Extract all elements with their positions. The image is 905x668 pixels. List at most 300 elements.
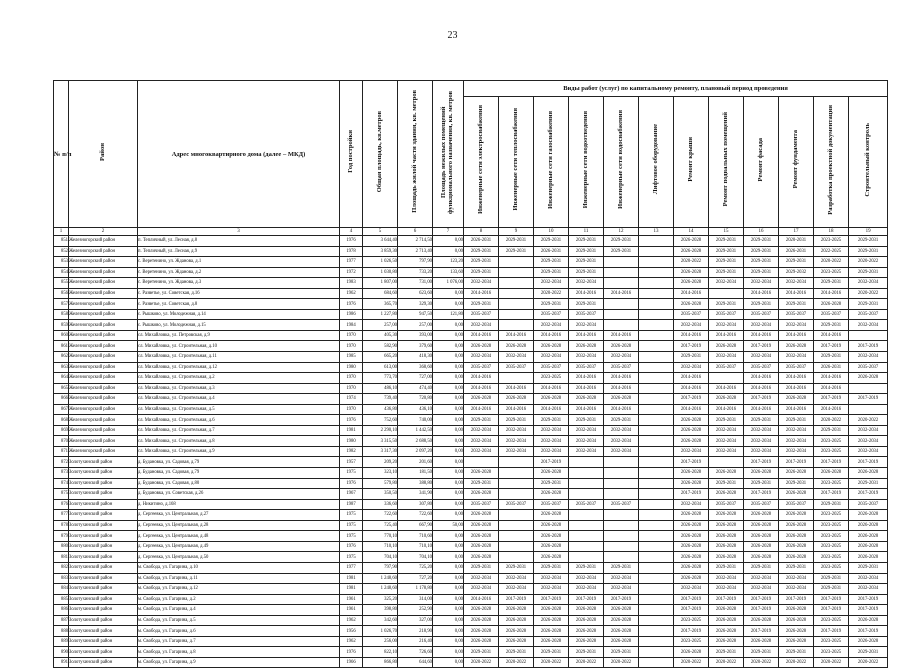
- table-cell: 2029-2031: [569, 257, 604, 268]
- table-cell: 2032-2034: [569, 352, 604, 363]
- table-cell: 2032-2034: [709, 446, 744, 457]
- table-cell: 2029-2031: [709, 299, 744, 310]
- table-cell: 2017-2019: [744, 394, 779, 405]
- table-cell: Золотухинский район: [69, 478, 138, 489]
- table-cell: м. Свобода, ул. Гагарина, д.5: [138, 615, 340, 626]
- table-cell: м. Свобода, ул. Гагарина, д.7: [138, 636, 340, 647]
- table-cell: Железногорский район: [69, 330, 138, 341]
- table-cell: 947,50: [398, 309, 433, 320]
- table-cell: 2014-2016: [744, 288, 779, 299]
- table-cell: 579,80: [363, 478, 398, 489]
- header-work-label: Инженерные сети водоотведения: [581, 110, 589, 209]
- table-cell: д. Будановка, ул. Садовая, д.80: [138, 478, 340, 489]
- table-cell: [639, 605, 674, 616]
- table-cell: 2035-2037: [569, 362, 604, 373]
- table-cell: 2026-2028: [499, 394, 534, 405]
- table-cell: с. Веретенино, ул. Жданова, д.3: [138, 278, 340, 289]
- table-cell: 2017-2019: [849, 626, 888, 637]
- table-cell: 368,60: [398, 362, 433, 373]
- table-cell: 2017-2019: [814, 457, 849, 468]
- table-cell: 0,00: [433, 425, 464, 436]
- table-cell: 2017-2019: [849, 457, 888, 468]
- table-cell: 121,80: [433, 309, 464, 320]
- table-cell: 2029-2031: [709, 236, 744, 247]
- table-cell: 2026-2028: [779, 510, 814, 521]
- table-cell: 2026-2028: [849, 520, 888, 531]
- column-number: 1: [54, 228, 69, 236]
- header-living-area-label: Площадь жилой части здания, кв. метров: [410, 90, 418, 213]
- table-cell: м. Свобода, ул. Гагарина, д.4: [138, 605, 340, 616]
- table-cell: 710,10: [398, 541, 433, 552]
- table-cell: 379,60: [398, 341, 433, 352]
- table-cell: 2017-2019: [814, 341, 849, 352]
- table-cell: [639, 562, 674, 573]
- table-cell: 2032-2034: [464, 278, 499, 289]
- table-cell: [604, 468, 639, 479]
- table-cell: 2029-2031: [744, 647, 779, 658]
- table-cell: 1967: [340, 489, 363, 500]
- table-cell: 2026-2028: [569, 626, 604, 637]
- table-cell: 0,00: [433, 478, 464, 489]
- capital-repair-table: [53, 80, 888, 668]
- table-cell: 2032-2034: [674, 320, 709, 331]
- table-cell: 2026-2028: [744, 520, 779, 531]
- table-cell: 2029-2031: [464, 478, 499, 489]
- table-cell: 858: [54, 309, 69, 320]
- table-cell: 2035-2037: [674, 309, 709, 320]
- table-cell: 2032-2034: [709, 425, 744, 436]
- table-cell: 0,00: [433, 383, 464, 394]
- table-cell: 2026-2028: [674, 520, 709, 531]
- table-cell: [849, 330, 888, 341]
- table-cell: 0,00: [433, 626, 464, 637]
- table-cell: 2032-2034: [744, 320, 779, 331]
- table-cell: 2026-2028: [604, 636, 639, 647]
- table-cell: Золотухинский район: [69, 552, 138, 563]
- table-cell: 2020-2022: [849, 257, 888, 268]
- table-cell: 2029-2031: [534, 257, 569, 268]
- table-row: [54, 489, 888, 500]
- table-cell: 2017-2019: [674, 394, 709, 405]
- table-cell: [709, 373, 744, 384]
- table-cell: 2026-2028: [709, 552, 744, 563]
- table-cell: 0,00: [433, 573, 464, 584]
- table-cell: 2032-2034: [464, 446, 499, 457]
- header-no: [54, 81, 72, 228]
- table-cell: 1977: [340, 562, 363, 573]
- table-cell: [499, 510, 534, 521]
- table-cell: 1981: [340, 425, 363, 436]
- table-cell: [639, 499, 674, 510]
- table-cell: [499, 299, 534, 310]
- table-cell: 2026-2028: [499, 636, 534, 647]
- table-cell: 0,00: [433, 404, 464, 415]
- table-cell: 256,00: [363, 636, 398, 647]
- table-cell: 314,00: [398, 594, 433, 605]
- table-cell: 2032-2034: [709, 436, 744, 447]
- table-cell: 2026-2028: [499, 605, 534, 616]
- table-cell: 0,00: [433, 457, 464, 468]
- table-cell: д. Сергеевка, ул. Центральная, д.27: [138, 510, 340, 521]
- table-cell: [499, 531, 534, 542]
- table-cell: 2014-2016: [814, 383, 849, 394]
- table-cell: Золотухинский район: [69, 562, 138, 573]
- table-cell: [639, 320, 674, 331]
- table-cell: 2026-2031: [534, 246, 569, 257]
- table-cell: 2017-2019: [814, 605, 849, 616]
- table-cell: 2014-2016: [604, 404, 639, 415]
- table-cell: 878: [54, 520, 69, 531]
- table-cell: 2020-2022: [709, 657, 744, 668]
- table-cell: 1962: [340, 615, 363, 626]
- header-work-6: [639, 97, 674, 228]
- table-cell: 2032-2034: [849, 584, 888, 595]
- table-cell: 365,70: [363, 299, 398, 310]
- table-cell: 2026-2028: [849, 552, 888, 563]
- table-cell: 2026-2028: [674, 299, 709, 310]
- table-cell: 2032-2034: [604, 436, 639, 447]
- table-cell: [639, 373, 674, 384]
- table-cell: 2035-2037: [569, 499, 604, 510]
- table-cell: м. Свобода, ул. Гагарина, д.8: [138, 647, 340, 658]
- table-cell: 2017-2019: [744, 626, 779, 637]
- table-cell: 2026-2031: [464, 236, 499, 247]
- table-cell: [639, 468, 674, 479]
- table-cell: 2032-2034: [849, 278, 888, 289]
- table-cell: 2029-2031: [499, 236, 534, 247]
- table-cell: 2029-2031: [849, 236, 888, 247]
- table-cell: 1975: [340, 531, 363, 542]
- table-cell: [639, 510, 674, 521]
- table-cell: 2026-2028: [674, 415, 709, 426]
- table-row: [54, 299, 888, 310]
- table-cell: 2032-2034: [674, 446, 709, 457]
- table-cell: Железногорский район: [69, 267, 138, 278]
- table-row: [54, 552, 888, 563]
- table-cell: сл. Михайловка, ул. Строительная, д.12: [138, 362, 340, 373]
- table-cell: 342,60: [363, 615, 398, 626]
- table-cell: 871: [54, 446, 69, 457]
- table-cell: 582,90: [363, 341, 398, 352]
- table-cell: 2 290,10: [363, 425, 398, 436]
- table-cell: 2026-2028: [464, 626, 499, 637]
- table-cell: Золотухинский район: [69, 489, 138, 500]
- table-cell: 2032-2034: [534, 278, 569, 289]
- table-cell: 2032-2034: [499, 425, 534, 436]
- table-cell: 2029-2031: [534, 562, 569, 573]
- table-cell: 870: [54, 436, 69, 447]
- table-cell: 2032-2034: [499, 446, 534, 457]
- table-cell: 2032-2034: [534, 584, 569, 595]
- table-cell: 2029-2031: [744, 415, 779, 426]
- table-cell: 727,00: [398, 373, 433, 384]
- table-cell: 2026-2028: [849, 541, 888, 552]
- table-cell: 0,00: [433, 320, 464, 331]
- table-cell: Золотухинский район: [69, 573, 138, 584]
- table-cell: 2 688,50: [398, 436, 433, 447]
- table-row: [54, 584, 888, 595]
- table-cell: сл. Михайловка, ул. Строительная, д.5: [138, 404, 340, 415]
- table-cell: 2029-2031: [499, 647, 534, 658]
- table-cell: 2032-2034: [569, 573, 604, 584]
- table-cell: 2029-2031: [604, 562, 639, 573]
- table-cell: 797,90: [363, 562, 398, 573]
- table-cell: 722,60: [398, 510, 433, 521]
- table-cell: 2014-2016: [674, 330, 709, 341]
- table-cell: 2017-2019: [744, 457, 779, 468]
- table-cell: сл. Михайловка, ул. Петровская, д.9: [138, 330, 340, 341]
- table-cell: 2017-2019: [849, 594, 888, 605]
- table-cell: 1975: [340, 468, 363, 479]
- table-cell: 1956: [340, 626, 363, 637]
- table-cell: м. Свобода, ул. Гагарина, д.2: [138, 594, 340, 605]
- table-row: [54, 510, 888, 521]
- table-cell: 704,10: [363, 552, 398, 563]
- table-cell: 720,80: [398, 394, 433, 405]
- table-cell: [639, 246, 674, 257]
- table-cell: 2026-2028: [464, 394, 499, 405]
- table-cell: 2029-2031: [464, 267, 499, 278]
- table-cell: 2032-2034: [849, 573, 888, 584]
- table-cell: 2029-2031: [709, 647, 744, 658]
- table-cell: 2026-2028: [709, 636, 744, 647]
- table-cell: 2014-2016: [604, 330, 639, 341]
- table-cell: [499, 309, 534, 320]
- table-cell: 1966: [340, 657, 363, 668]
- column-number: 8: [464, 228, 499, 236]
- table-cell: [604, 257, 639, 268]
- table-cell: 2014-2016: [604, 373, 639, 384]
- table-cell: 2017-2019: [849, 489, 888, 500]
- table-cell: 2035-2037: [744, 499, 779, 510]
- table-cell: 2029-2031: [779, 299, 814, 310]
- table-cell: [639, 520, 674, 531]
- table-cell: 2026-2028: [709, 510, 744, 521]
- table-cell: 2026-2028: [534, 520, 569, 531]
- table-row: [54, 446, 888, 457]
- table-cell: 2020-2022: [604, 657, 639, 668]
- table-cell: 869: [54, 425, 69, 436]
- table-cell: 710,60: [398, 531, 433, 542]
- table-cell: 2029-2031: [534, 415, 569, 426]
- table-cell: 2026-2028: [744, 468, 779, 479]
- table-cell: 733,20: [398, 267, 433, 278]
- table-cell: Железногорский район: [69, 425, 138, 436]
- table-cell: 2032-2034: [779, 436, 814, 447]
- table-cell: 2026-2028: [569, 605, 604, 616]
- table-cell: [499, 278, 534, 289]
- header-work-label: Инженерные сети газоснабжения: [546, 110, 554, 209]
- table-cell: 2026-2028: [464, 531, 499, 542]
- table-cell: 2035-2037: [779, 362, 814, 373]
- table-cell: 2032-2034: [569, 584, 604, 595]
- table-cell: 2023-2025: [534, 373, 569, 384]
- table-cell: 2029-2031: [779, 562, 814, 573]
- table-cell: Золотухинский район: [69, 626, 138, 637]
- table-cell: м. Свобода, ул. Гагарина, д.6: [138, 626, 340, 637]
- table-cell: Золотухинский район: [69, 594, 138, 605]
- table-cell: [464, 457, 499, 468]
- table-cell: 2023-2025: [814, 552, 849, 563]
- table-cell: 2026-2031: [779, 246, 814, 257]
- table-cell: 2029-2031: [569, 267, 604, 278]
- table-cell: 436,10: [398, 404, 433, 415]
- table-cell: д. Никитино, д.168: [138, 499, 340, 510]
- header-work-4: [569, 97, 604, 228]
- table-cell: 2026-2028: [534, 615, 569, 626]
- table-cell: 2022-2025: [814, 246, 849, 257]
- table-cell: [639, 446, 674, 457]
- table-cell: 2017-2019: [744, 594, 779, 605]
- table-cell: 2032-2034: [464, 573, 499, 584]
- table-cell: 2017-2019: [744, 341, 779, 352]
- table-cell: 2026-2028: [779, 615, 814, 626]
- table-cell: [499, 541, 534, 552]
- table-row: [54, 531, 888, 542]
- table-cell: 1985: [340, 352, 363, 363]
- header-work-7: [674, 97, 709, 228]
- table-cell: 2026-2028: [744, 541, 779, 552]
- header-year-label: Год постройки: [346, 130, 354, 173]
- table-cell: 0,00: [433, 605, 464, 616]
- table-cell: 2014-2016: [569, 373, 604, 384]
- table-cell: 2029-2031: [814, 278, 849, 289]
- table-cell: [639, 657, 674, 668]
- table-cell: 2035-2037: [604, 362, 639, 373]
- table-cell: 209,20: [363, 457, 398, 468]
- table-cell: [639, 404, 674, 415]
- table-cell: 2017-2019: [814, 489, 849, 500]
- table-cell: 2020-2022: [814, 415, 849, 426]
- table-cell: 859: [54, 320, 69, 331]
- table-cell: 0,00: [433, 394, 464, 405]
- table-cell: 2026-2028: [464, 605, 499, 616]
- table-cell: 1976: [340, 647, 363, 658]
- table-cell: Железногорский район: [69, 320, 138, 331]
- table-cell: Золотухинский район: [69, 457, 138, 468]
- table-cell: 2026-2028: [849, 510, 888, 521]
- table-cell: 2035-2037: [534, 309, 569, 320]
- table-cell: 2026-2028: [744, 636, 779, 647]
- table-cell: 2014-2016: [744, 383, 779, 394]
- table-cell: 2026-2028: [534, 510, 569, 521]
- table-cell: сл. Михайловка, ул. Строительная, д.4: [138, 394, 340, 405]
- table-cell: 2017-2019: [534, 594, 569, 605]
- table-cell: 2020-2022: [674, 657, 709, 668]
- table-cell: 884: [54, 584, 69, 595]
- table-cell: 2032-2034: [674, 499, 709, 510]
- table-cell: 2026-2028: [534, 541, 569, 552]
- table-cell: Железногорский район: [69, 236, 138, 247]
- table-cell: 2035-2037: [499, 499, 534, 510]
- table-cell: 252,90: [398, 605, 433, 616]
- table-cell: 822,10: [363, 647, 398, 658]
- table-cell: п. Тепличный, ул. Лесная, д.9: [138, 246, 340, 257]
- table-cell: 2029-2031: [849, 246, 888, 257]
- table-cell: 2026-2028: [744, 552, 779, 563]
- table-cell: 2014-2016: [604, 288, 639, 299]
- table-cell: сл. Михайловка, ул. Строительная, д.9: [138, 446, 340, 457]
- table-row: [54, 541, 888, 552]
- table-cell: [569, 478, 604, 489]
- table-cell: 2026-2028: [709, 615, 744, 626]
- table-cell: [569, 520, 604, 531]
- table-cell: [639, 626, 674, 637]
- table-cell: 853: [54, 257, 69, 268]
- table-cell: 2029-2031: [709, 257, 744, 268]
- table-cell: д. Сергеевка, ул. Центральная, д.48: [138, 531, 340, 542]
- table-cell: 1 026,50: [363, 257, 398, 268]
- table-cell: 2014-2016: [464, 373, 499, 384]
- table-cell: 2032-2034: [779, 352, 814, 363]
- table-row: [54, 330, 888, 341]
- table-cell: 2032-2034: [709, 584, 744, 595]
- table-cell: 722,60: [363, 510, 398, 521]
- table-cell: 2032-2034: [779, 446, 814, 457]
- table-cell: [499, 489, 534, 500]
- table-cell: 2026-2028: [779, 468, 814, 479]
- table-cell: 2026-2028: [569, 615, 604, 626]
- table-cell: 731,00: [398, 278, 433, 289]
- table-cell: 2014-2016: [604, 383, 639, 394]
- table-cell: [604, 267, 639, 278]
- table-cell: 1975: [340, 552, 363, 563]
- table-cell: 0,00: [433, 352, 464, 363]
- table-cell: м. Свобода, ул. Гагарина, д.11: [138, 573, 340, 584]
- table-cell: 2017-2019: [674, 341, 709, 352]
- table-cell: 2017-2019: [744, 489, 779, 500]
- table-cell: 2029-2031: [499, 562, 534, 573]
- table-cell: 1976: [340, 415, 363, 426]
- header-work-9: [744, 97, 779, 228]
- table-row: [54, 436, 888, 447]
- header-work-12: [849, 97, 888, 228]
- header-works-group-label: Виды работ (услуг) по капитальному ремонту, плановый период проведения: [563, 85, 788, 92]
- table-cell: 2026-2028: [534, 636, 569, 647]
- table-cell: 704,10: [398, 552, 433, 563]
- table-cell: 181,50: [398, 468, 433, 479]
- table-cell: 2026-2028: [709, 626, 744, 637]
- table-cell: [639, 352, 674, 363]
- table-cell: 2026-2028: [779, 489, 814, 500]
- table-cell: [604, 531, 639, 542]
- table-cell: 2026-2028: [849, 531, 888, 542]
- table-cell: 2026-2028: [709, 394, 744, 405]
- table-cell: 1975: [340, 520, 363, 531]
- table-cell: [499, 520, 534, 531]
- table-cell: 2032-2034: [709, 320, 744, 331]
- table-cell: 2026-2028: [709, 520, 744, 531]
- table-row: [54, 647, 888, 658]
- table-cell: 2032-2034: [709, 573, 744, 584]
- table-cell: [709, 288, 744, 299]
- table-cell: Железногорский район: [69, 415, 138, 426]
- table-cell: [709, 457, 744, 468]
- table-cell: 773,70: [363, 373, 398, 384]
- table-cell: 2032-2034: [464, 352, 499, 363]
- table-cell: 2029-2031: [779, 647, 814, 658]
- table-cell: 2032-2034: [779, 320, 814, 331]
- table-cell: [499, 288, 534, 299]
- table-cell: 2026-2028: [569, 341, 604, 352]
- table-cell: 2032-2034: [499, 352, 534, 363]
- table-cell: 2017-2019: [499, 594, 534, 605]
- table-cell: 3 859,30: [363, 246, 398, 257]
- table-cell: 770,10: [363, 531, 398, 542]
- table-cell: 2029-2031: [464, 647, 499, 658]
- table-cell: [639, 288, 674, 299]
- table-cell: 2032-2034: [534, 425, 569, 436]
